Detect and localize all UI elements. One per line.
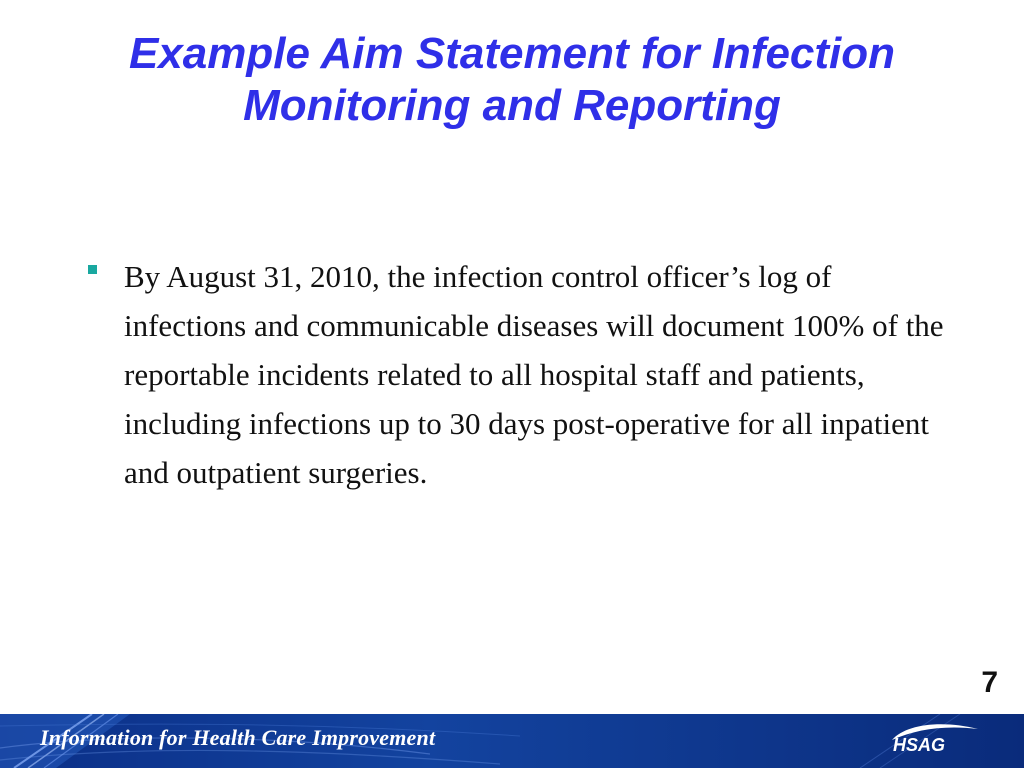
- slide-title: [0, 28, 1024, 132]
- bullet-text: By August 31, 2010, the infection control officer’s log of infections and communicable diseases will document 100% of the reportable incidents related to all hospital staff and patients, including infections up to 30 days post-operative for all inpatient and outpatient surgeries.: [124, 259, 944, 490]
- hsag-logo-icon: [888, 722, 982, 756]
- footer-bar: [0, 714, 1024, 768]
- hsag-logo-text: HSAG: [893, 735, 946, 755]
- footer-tagline: Information for Health Care Improvement: [40, 725, 436, 750]
- slide-content: [88, 252, 948, 497]
- title-line-1: Example Aim Statement for Infection: [128, 29, 896, 78]
- title-line-2: Monitoring and Reporting: [243, 81, 781, 130]
- square-bullet-icon: [88, 265, 97, 274]
- bullet-item: [88, 252, 948, 497]
- page-number: 7: [981, 666, 998, 699]
